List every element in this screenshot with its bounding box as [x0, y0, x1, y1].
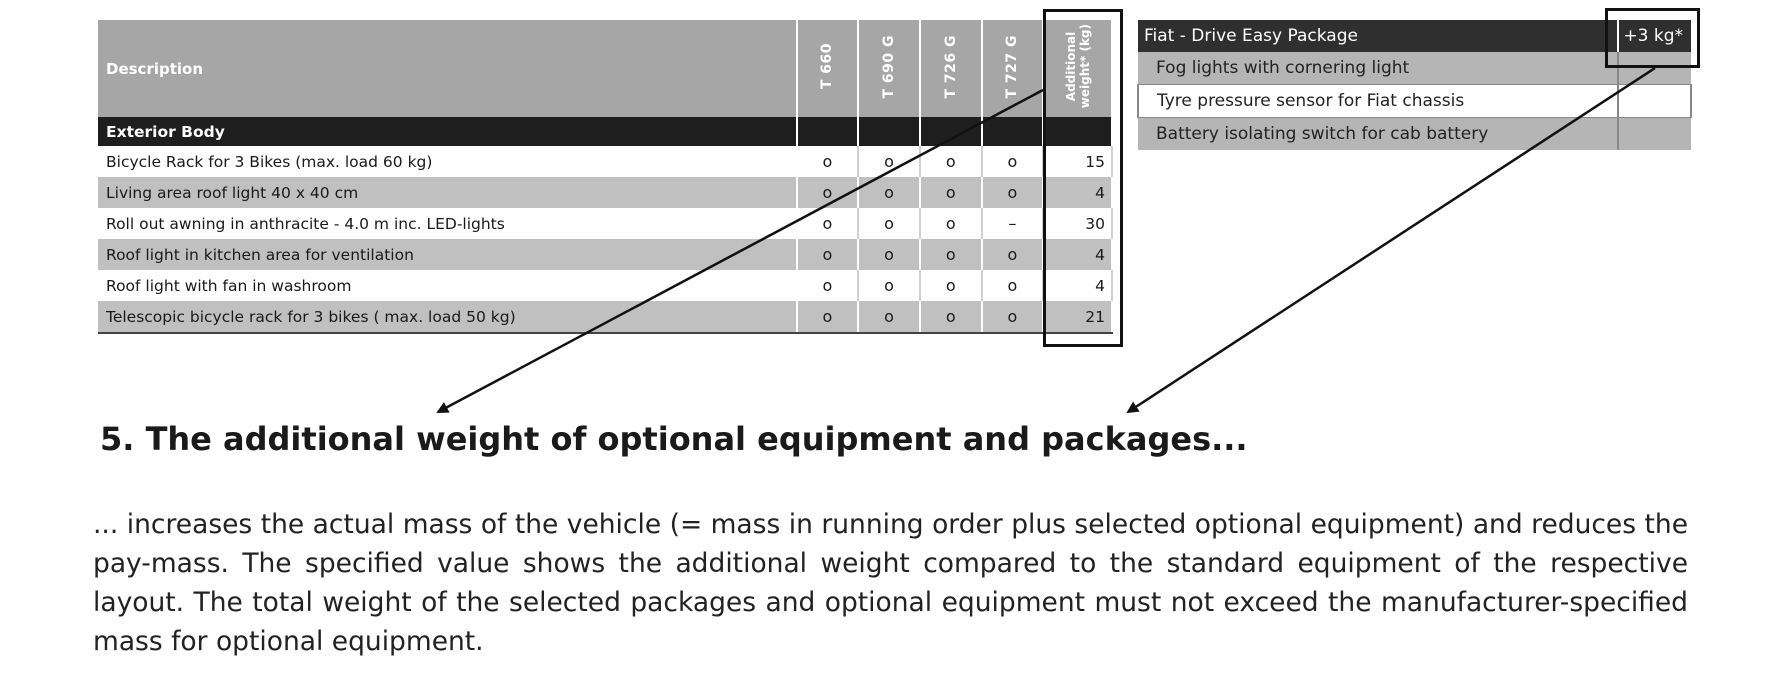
availability-mark: o — [797, 270, 859, 301]
section-title: Exterior Body — [98, 117, 797, 146]
body-paragraph: ... increases the actual mass of the vehicle (= mass in running order plus selected optional equipment) and reduces the pay-mass. The specified value shows the additional weight compared to the standard equipment of the respective layout. The total weight of the selected packages and optional equipment must not exceed the manufacturer-specified mass for optional equipment. — [93, 509, 1688, 657]
availability-mark: o — [982, 301, 1044, 333]
model-header-t727g: T 727 G — [1004, 34, 1021, 99]
availability-mark: o — [920, 301, 982, 333]
availability-mark: o — [797, 146, 859, 177]
row-label: Roll out awning in anthracite - 4.0 m inc. LED-lights — [98, 208, 797, 239]
model-header-t726g: T 726 G — [942, 34, 959, 99]
weight-header: Additional weight* (kg) — [1063, 24, 1092, 109]
row-label: Roof light in kitchen area for ventilation — [98, 239, 797, 270]
model-header-t660: T 660 — [819, 43, 836, 90]
availability-mark: o — [920, 239, 982, 270]
availability-mark: o — [982, 239, 1044, 270]
availability-mark: o — [982, 146, 1044, 177]
row-label: Living area roof light 40 x 40 cm — [98, 177, 797, 208]
availability-mark: o — [858, 146, 920, 177]
availability-mark: o — [920, 146, 982, 177]
weight-value: 15 — [1043, 146, 1112, 177]
availability-mark: o — [982, 177, 1044, 208]
row-label: Telescopic bicycle rack for 3 bikes ( max. load 50 kg) — [98, 301, 797, 333]
availability-mark: o — [858, 239, 920, 270]
model-header-t690g: T 690 G — [881, 34, 898, 99]
arrow-to-heading-right — [1128, 68, 1655, 412]
availability-mark: o — [858, 177, 920, 208]
weight-value: 4 — [1043, 270, 1112, 301]
package-item: Battery isolating switch for cab battery — [1138, 118, 1618, 151]
description-header: Description — [98, 20, 797, 117]
availability-mark: o — [797, 239, 859, 270]
availability-mark: o — [858, 208, 920, 239]
availability-mark: o — [920, 177, 982, 208]
package-item: Fog lights with cornering light — [1138, 52, 1618, 85]
package-weight: +3 kg* — [1618, 20, 1691, 52]
availability-mark: o — [858, 301, 920, 333]
weight-value: 4 — [1043, 239, 1112, 270]
row-label: Roof light with fan in washroom — [98, 270, 797, 301]
availability-mark: o — [797, 177, 859, 208]
weight-value: 21 — [1043, 301, 1112, 333]
weight-value: 30 — [1043, 208, 1112, 239]
availability-mark: o — [797, 208, 859, 239]
availability-mark: o — [920, 208, 982, 239]
availability-mark: o — [797, 301, 859, 333]
arrow-to-heading-left — [438, 90, 1043, 412]
package-item: Tyre pressure sensor for Fiat chassis — [1138, 85, 1618, 118]
weight-value: 4 — [1043, 177, 1112, 208]
availability-mark: – — [982, 208, 1044, 239]
availability-mark: o — [982, 270, 1044, 301]
availability-mark: o — [858, 270, 920, 301]
package-title: Fiat - Drive Easy Package — [1138, 20, 1618, 52]
row-label: Bicycle Rack for 3 Bikes (max. load 60 kg) — [98, 146, 797, 177]
availability-mark: o — [920, 270, 982, 301]
section-heading: 5. The additional weight of optional equipment and packages... — [100, 420, 1248, 458]
